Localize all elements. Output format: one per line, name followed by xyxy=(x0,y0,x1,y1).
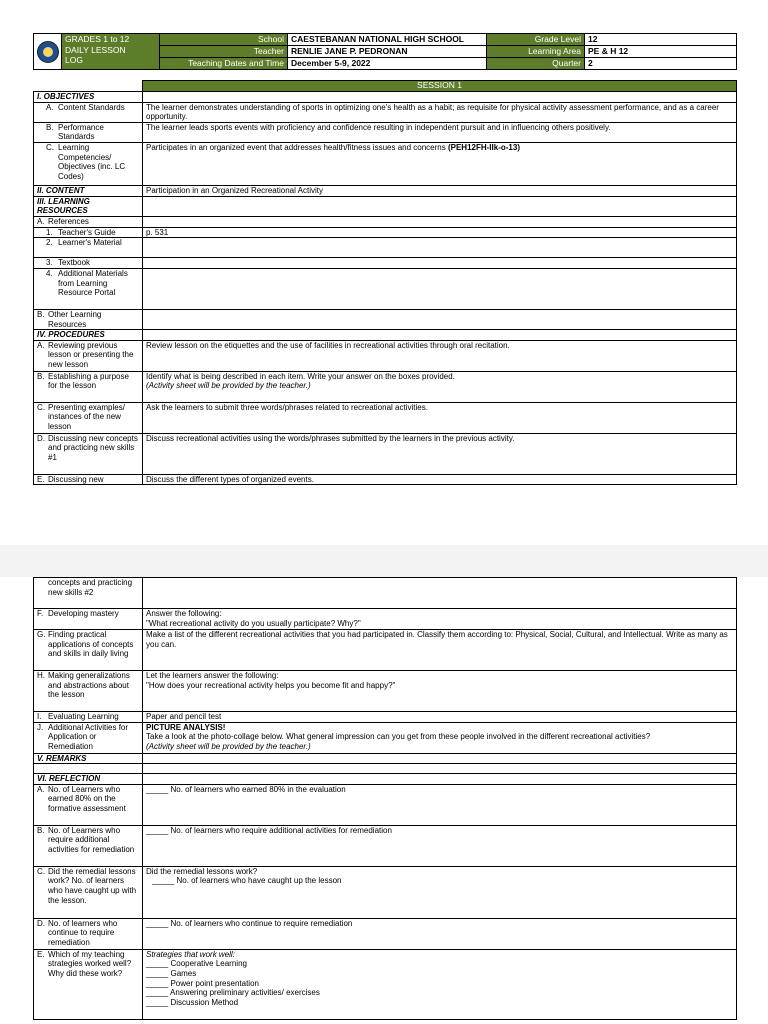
item-label: No. of learners who continue to require remediation xyxy=(48,918,118,947)
procedure-c-value: Ask the learners to submit three words/phrases related to recreational activities. xyxy=(143,402,737,433)
reflection-d-value: _____ No. of learners who continue to require remediation xyxy=(143,918,737,949)
dll-title-line: LOG xyxy=(65,55,83,65)
item-label: Learner's Material xyxy=(58,238,122,248)
item-number: 3. xyxy=(46,258,53,268)
procedure-h-value xyxy=(143,671,737,712)
procedure-b-value xyxy=(143,371,737,402)
page-2 xyxy=(0,577,768,1024)
item-label: References xyxy=(48,216,89,226)
item-letter: C. xyxy=(46,142,54,152)
item-letter: B. xyxy=(37,309,45,319)
procedure-e-value: Discuss the different types of organized events. xyxy=(143,474,737,485)
item-letter: A. xyxy=(37,216,45,226)
item-label: Did the remedial lessons work? No. of learners who have caught up with the lesson. xyxy=(48,866,137,905)
procedure-i-value: Paper and pencil test xyxy=(143,712,737,723)
empty-cell xyxy=(143,578,737,609)
reflection-b-value: _____ No. of learners who require additional activities for remediation xyxy=(143,825,737,866)
reflection-e-value xyxy=(143,949,737,1019)
item-label: Making generalizations and abstractions about the lesson xyxy=(48,671,130,700)
procedure-c-label xyxy=(34,402,143,433)
procedure-title: PICTURE ANALYSIS! xyxy=(146,722,226,732)
procedure-f-label xyxy=(34,609,143,630)
quarter-label: Quarter xyxy=(487,58,585,70)
teacher-value: RENLIE JANE P. PEDRONAN xyxy=(288,46,487,58)
item-letter: D. xyxy=(37,433,45,443)
strategies-title: Strategies that work well: xyxy=(146,949,235,959)
empty-cell xyxy=(143,309,737,329)
reflection-d-label xyxy=(34,918,143,949)
procedure-text: Take a look at the photo-collage below. What general impression can you get from these people involved in the different recreational activities? xyxy=(146,732,651,742)
procedure-text: Let the learners answer the following: xyxy=(146,671,279,680)
procedure-text: Identify what is being described in each item. Write your answer on the boxes provided. xyxy=(146,371,455,381)
strategy-item: _____ Power point presentation xyxy=(146,978,259,988)
references-label xyxy=(34,216,143,227)
quarter-value: 2 xyxy=(585,58,737,70)
procedure-j-label xyxy=(34,722,143,753)
empty-cell xyxy=(143,258,737,269)
reflection-text: _____ No. of learners who have caught up the lesson xyxy=(152,876,342,886)
item-letter: A. xyxy=(46,102,54,112)
item-label: Evaluating Learning xyxy=(48,712,119,721)
item-label: Finding practical applications of concepts and skills in daily living xyxy=(48,630,134,659)
additional-materials-label xyxy=(34,268,143,309)
item-letter: B. xyxy=(46,122,54,132)
reflection-c-value xyxy=(143,866,737,918)
lesson-table-page-2 xyxy=(33,577,737,1020)
dll-header-table xyxy=(33,33,737,70)
page-gap xyxy=(0,545,768,577)
learning-area-value: PE & H 12 xyxy=(585,46,737,58)
item-letter: E. xyxy=(37,474,45,484)
empty-cell xyxy=(143,196,737,216)
empty-cell xyxy=(143,92,737,103)
item-letter: J. xyxy=(37,722,44,732)
empty-cell xyxy=(143,764,737,774)
procedure-a-value: Review lesson on the etiquettes and the use of facilities in recreational activities through oral recitation. xyxy=(143,340,737,371)
procedure-e-label-continued: concepts and practicing new skills #2 xyxy=(34,578,143,609)
reflection-text: Did the remedial lessons work? xyxy=(146,866,258,876)
content-heading: II. CONTENT xyxy=(34,185,143,196)
procedure-f-value xyxy=(143,609,737,630)
item-label: Performance Standards xyxy=(58,122,104,142)
other-resources-label xyxy=(34,309,143,329)
procedure-d-label xyxy=(34,433,143,474)
reflection-a-label xyxy=(34,784,143,825)
item-letter: B. xyxy=(37,371,45,381)
remarks-heading: V. REMARKS xyxy=(34,753,143,764)
strategy-item: _____ Answering preliminary activities/ exercises xyxy=(146,988,320,998)
lesson-table-page-1 xyxy=(33,80,737,485)
school-value: CAESTEBANAN NATIONAL HIGH SCHOOL xyxy=(288,34,487,46)
procedure-g-label xyxy=(34,630,143,671)
empty-cell xyxy=(143,330,737,341)
dates-label: Teaching Dates and Time xyxy=(160,58,288,70)
procedure-a-label xyxy=(34,340,143,371)
item-label: Other Learning Resources xyxy=(48,309,102,329)
competency-code: (PEH12FH-IIk-o-13) xyxy=(447,142,520,152)
item-label: Additional Materials from Learning Resource Portal xyxy=(58,268,128,298)
item-letter: I. xyxy=(37,712,42,721)
item-label: Developing mastery xyxy=(48,609,119,618)
procedure-e-label xyxy=(34,474,143,485)
content-standards-value: The learner demonstrates understanding of sports in optimizing one's health as a habit; as requisite for physical activity assessment performance, and as a career opportunity. xyxy=(143,102,737,122)
item-letter: F. xyxy=(37,609,44,618)
learning-competencies-label xyxy=(34,142,143,185)
school-label: School xyxy=(160,34,288,46)
item-label: No. of Learners who earned 80% on the formative assessment xyxy=(48,784,126,813)
item-letter: C. xyxy=(37,866,45,876)
procedure-note: (Activity sheet will be provided by the teacher.) xyxy=(146,741,311,751)
dates-value: December 5-9, 2022 xyxy=(288,58,487,70)
procedure-text: "How does your recreational activity helps you become fit and happy?" xyxy=(146,680,396,690)
item-letter: C. xyxy=(37,402,45,412)
empty-cell xyxy=(143,753,737,764)
item-label: No. of Learners who require additional activities for remediation xyxy=(48,825,135,854)
strategy-item: _____ Games xyxy=(146,968,197,978)
item-label: Discussing new xyxy=(48,474,104,484)
teacher-label: Teacher xyxy=(160,46,288,58)
item-letter: A. xyxy=(37,340,45,350)
deped-seal-icon xyxy=(34,34,62,70)
reflection-a-value: _____ No. of learners who earned 80% in the evaluation xyxy=(143,784,737,825)
item-letter: D. xyxy=(37,918,45,928)
teachers-guide-value: p. 531 xyxy=(143,227,737,238)
procedure-d-value: Discuss recreational activities using the words/phrases submitted by the learners in the previous activity. xyxy=(143,433,737,474)
strategy-item: _____ Cooperative Learning xyxy=(146,959,247,969)
procedure-b-label xyxy=(34,371,143,402)
content-value: Participation in an Organized Recreational Activity xyxy=(143,185,737,196)
item-letter: H. xyxy=(37,671,45,680)
item-label: Textbook xyxy=(58,258,91,268)
procedure-note: (Activity sheet will be provided by the teacher.) xyxy=(146,381,311,391)
session-header: SESSION 1 xyxy=(143,81,737,92)
item-label: Additional Activities for Application or Remediation xyxy=(48,722,129,751)
procedures-heading: IV. PROCEDURES xyxy=(34,330,143,341)
reflection-c-label xyxy=(34,866,143,918)
procedure-text: Answer the following: xyxy=(146,609,222,618)
textbook-label xyxy=(34,258,143,269)
learning-competencies-value xyxy=(143,142,737,185)
procedure-i-label xyxy=(34,712,143,723)
learners-material-label xyxy=(34,238,143,258)
item-label: Content Standards xyxy=(58,102,125,112)
reflection-heading: VI. REFLECTION xyxy=(34,774,143,785)
item-label: Which of my teaching strategies worked well? Why did these work? xyxy=(48,949,132,978)
performance-standards-label xyxy=(34,122,143,142)
empty-cell xyxy=(34,764,143,774)
item-letter: G. xyxy=(37,630,46,639)
empty-cell xyxy=(143,238,737,258)
procedure-g-value: Make a list of the different recreational activities that you had participated in. Classify them according to: Physical, Social, Cultural, and Intellectual. Write as many as you can. xyxy=(143,630,737,671)
item-number: 1. xyxy=(46,227,53,237)
item-letter: E. xyxy=(37,949,45,959)
item-label: Learning Competencies/ Objectives (inc. LC Codes) xyxy=(58,142,126,181)
procedure-h-label xyxy=(34,671,143,712)
empty-cell xyxy=(143,268,737,309)
item-label: Presenting examples/ instances of the new lesson xyxy=(48,402,125,431)
procedure-j-value xyxy=(143,722,737,753)
item-label: Discussing new concepts and practicing new skills #1 xyxy=(48,433,138,462)
reflection-e-label xyxy=(34,949,143,1019)
item-number: 2. xyxy=(46,238,53,248)
procedure-text: "What recreational activity do you usually participate? Why?" xyxy=(146,618,361,628)
item-label: Establishing a purpose for the lesson xyxy=(48,371,129,391)
objectives-heading: I. OBJECTIVES xyxy=(34,92,143,103)
learning-area-label: Learning Area xyxy=(487,46,585,58)
content-standards-label xyxy=(34,102,143,122)
empty-cell xyxy=(143,774,737,785)
teachers-guide-label xyxy=(34,227,143,238)
item-letter: A. xyxy=(37,784,45,794)
grade-level-label: Grade Level xyxy=(487,34,585,46)
item-number: 4. xyxy=(46,268,53,278)
reflection-b-label xyxy=(34,825,143,866)
learning-resources-heading: III. LEARNING RESOURCES xyxy=(34,196,143,216)
item-letter: B. xyxy=(37,825,45,835)
item-label: Teacher's Guide xyxy=(58,227,116,237)
competency-text: Participates in an organized event that addresses health/fitness issues and concerns xyxy=(146,142,448,152)
strategy-item: _____ Discussion Method xyxy=(146,997,239,1007)
performance-standards-value: The learner leads sports events with proficiency and confidence resulting in independent pursuit and in influencing others positively. xyxy=(143,122,737,142)
dll-title-line: GRADES 1 to 12 xyxy=(65,34,130,44)
dll-title-line: DAILY LESSON xyxy=(65,44,126,55)
item-label: Reviewing previous lesson or presenting the new lesson xyxy=(48,340,134,369)
grade-level-value: 12 xyxy=(585,34,737,46)
dll-title xyxy=(62,34,160,70)
empty-cell xyxy=(143,216,737,227)
